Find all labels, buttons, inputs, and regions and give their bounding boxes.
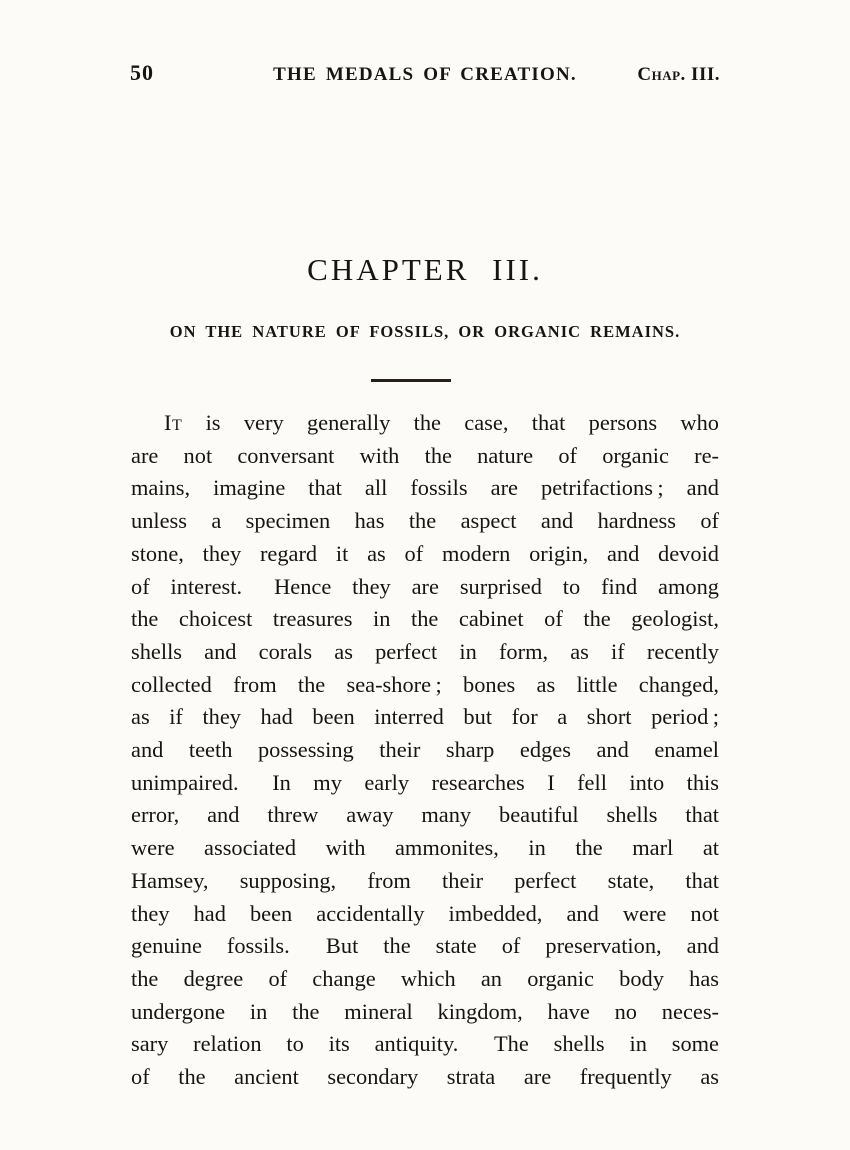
text-line: the degree of change which an organic body has bbox=[131, 965, 719, 991]
running-header bbox=[130, 60, 720, 86]
body-text bbox=[131, 407, 719, 1094]
text-line: undergone in the mineral kingdom, have no neces- bbox=[131, 998, 719, 1024]
running-title: THE MEDALS OF CREATION. bbox=[273, 64, 577, 85]
text-line bbox=[131, 407, 719, 440]
text-line: mains, imagine that all fossils are petrifactions ; and bbox=[131, 475, 719, 501]
text-line: the choicest treasures in the cabinet of the geologist, bbox=[131, 606, 719, 632]
page-number: 50 bbox=[130, 60, 154, 85]
text-line: shells and corals as perfect in form, as if recently bbox=[131, 638, 719, 664]
text-line: of the ancient secondary strata are frequently as bbox=[131, 1064, 719, 1090]
text-line: were associated with ammonites, in the marl at bbox=[131, 835, 719, 861]
lead-word-smallcaps: It bbox=[164, 410, 183, 435]
chapter-label: Chap. III. bbox=[637, 64, 720, 85]
text-line: genuine fossils. But the state of preservation, and bbox=[131, 933, 719, 959]
section-divider-rule bbox=[371, 379, 451, 382]
chapter-heading: CHAPTER III. bbox=[307, 252, 543, 287]
text-line: error, and threw away many beautiful shells that bbox=[131, 802, 719, 828]
chapter-subtitle: ON THE NATURE OF FOSSILS, OR ORGANIC REMAINS. bbox=[169, 322, 681, 341]
text-line: unless a specimen has the aspect and hardness of bbox=[131, 508, 719, 534]
text-line: stone, they regard it as of modern origin, and devoid bbox=[131, 540, 719, 566]
text-line: Hamsey, supposing, from their perfect state, that bbox=[131, 867, 719, 893]
text-line: they had been accidentally imbedded, and were not bbox=[131, 900, 719, 926]
text-line: and teeth possessing their sharp edges and enamel bbox=[131, 737, 719, 763]
text-line: sary relation to its antiquity. The shells in some bbox=[131, 1031, 719, 1057]
text-line: of interest. Hence they are surprised to find among bbox=[131, 573, 719, 599]
text-line: unimpaired. In my early researches I fell into this bbox=[131, 769, 719, 795]
line-text: is very generally the case, that persons who bbox=[205, 410, 719, 435]
text-line: as if they had been interred but for a short period ; bbox=[131, 704, 719, 730]
text-line: collected from the sea-shore ; bones as little changed, bbox=[131, 671, 719, 697]
text-line: are not conversant with the nature of organic re- bbox=[131, 442, 719, 468]
